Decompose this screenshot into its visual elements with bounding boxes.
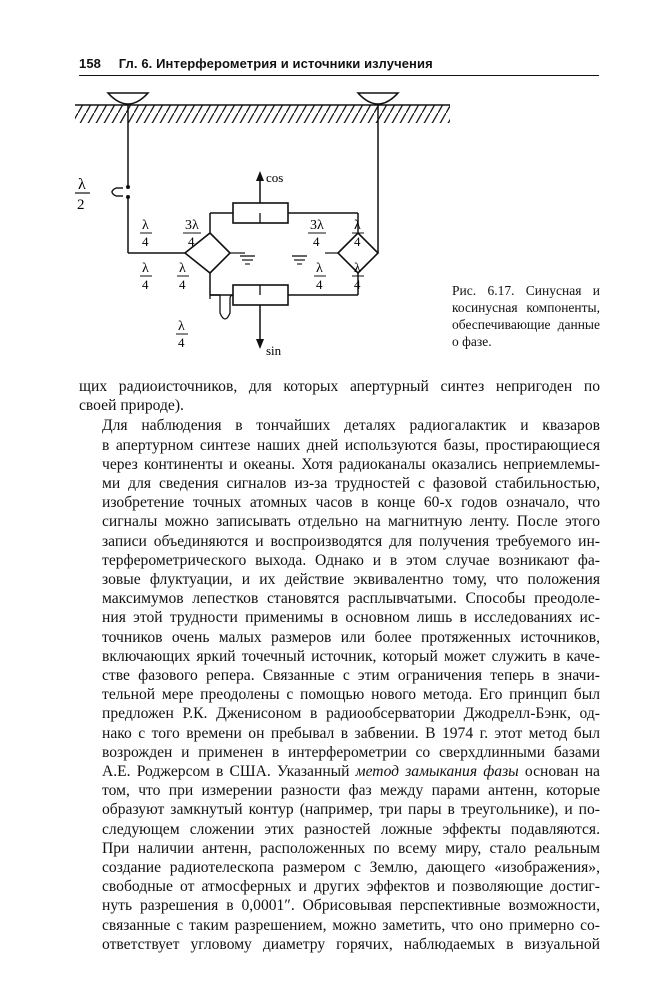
cos-label: cos	[266, 170, 284, 185]
svg-text:λ: λ	[354, 218, 361, 233]
svg-text:λ: λ	[142, 261, 149, 276]
text-line: свободные от атмосферных и других эффектов и позволяющие достиг-	[102, 878, 600, 896]
svg-text:4: 4	[354, 234, 361, 249]
text-line: своей природе).	[79, 397, 184, 415]
text-line: зовые флуктуации, и их действие эквивалентно тому, что положения	[102, 571, 600, 589]
label-lambda-4-c	[177, 261, 189, 292]
svg-text:4: 4	[188, 234, 195, 249]
svg-text:λ: λ	[354, 261, 361, 276]
text-line: терферометрического выхода. Однако и в этом случае возникают фа-	[102, 551, 600, 569]
running-header	[79, 56, 599, 71]
continuation-paragraph	[79, 377, 600, 415]
svg-text:λ: λ	[316, 261, 323, 276]
cos-output-arrow-icon	[256, 171, 264, 181]
svg-text:λ: λ	[142, 218, 149, 233]
caption-number: Рис. 6.17.	[452, 283, 515, 298]
text-line: тельной мере преодолены с помощью нового метода. Его принцип был	[102, 686, 600, 704]
caption-text: Синусная и косинусная компоненты, обеспечивающие данные о фазе.	[452, 283, 600, 349]
text-line: щих радиоисточников, для которых апертурный синтез непригоден по	[79, 378, 600, 395]
svg-text:3λ: 3λ	[310, 218, 324, 233]
lambda-half-numerator: λ	[78, 176, 86, 193]
label-lambda-4-a	[140, 218, 152, 249]
text-line-start: А.Е. Роджерсом в США. Указанный	[102, 763, 356, 781]
sin-label: sin	[266, 343, 282, 358]
text-line-end: основан на	[518, 763, 600, 781]
label-lambda-4-d	[352, 218, 364, 249]
left-antenna-icon	[108, 93, 148, 104]
text-line: нако с того времени он пребывал в забвении. В 1974 г. этот метод был	[102, 724, 600, 742]
svg-text:4: 4	[142, 277, 149, 292]
label-3lambda-4-left	[183, 218, 201, 249]
text-line: включающих яркий точечный источник, который может служить в каче-	[102, 647, 600, 665]
svg-text:4: 4	[142, 234, 149, 249]
right-antenna-icon	[358, 93, 398, 104]
ground-hatching	[75, 105, 450, 123]
svg-text:3λ: 3λ	[185, 218, 199, 233]
label-lambda-4-b	[140, 261, 152, 292]
svg-text:λ: λ	[179, 261, 186, 276]
text-line: стве фазового репера. Связанные с этим ограничения теперь в значи-	[102, 667, 600, 685]
text-line: предложен Р.К. Дженисоном в радиообсерватории Джодрелл-Бэнк, од-	[102, 705, 600, 723]
text-line: связанные с таким разрешением, можно заметить, что оно примерно со-	[102, 916, 600, 934]
text-line: сигналы можно записывать отдельно на магнитную ленту. После этого	[102, 513, 600, 531]
text-line: максимумов лепестков становятся расплывчатыми. Способы преодоле-	[102, 590, 600, 608]
text-line: через континенты и океаны. Хотя радиоканалы оказались неприемлемы-	[102, 455, 600, 473]
svg-text:4: 4	[178, 335, 185, 350]
lambda-half-denominator: 2	[77, 197, 85, 213]
svg-text:4: 4	[316, 277, 323, 292]
figure-6-17	[70, 85, 450, 370]
text-line: в апертурном синтезе наших дней используются базы, простирающиеся	[102, 436, 600, 454]
text-line: создание радиотелескопа размером с Землю, дающего «изображения»,	[102, 859, 600, 877]
emphasis-phase-closure: метод замыкания фазы	[355, 763, 519, 781]
body-text	[79, 377, 600, 954]
label-lambda-4-f	[352, 261, 364, 292]
text-line: ния этой трудности применимы в основном лишь в исследованиях ис-	[102, 609, 600, 627]
sin-output-arrow-icon	[256, 339, 264, 349]
text-line: записи объединяются и воспроизводятся для получения требуемого ин-	[102, 532, 600, 550]
text-line: При наличии антенн, расположенных по всему миру, стало реальным	[102, 839, 600, 857]
text-line: возрожден и применен в интерферометрии со сверхдлинными базами	[102, 743, 600, 761]
text-line: Для наблюдения в тончайших деталях радиогалактик и квазаров	[102, 417, 600, 435]
svg-text:4: 4	[354, 277, 361, 292]
page-number: 158	[79, 56, 101, 71]
figure-caption	[452, 282, 600, 350]
text-line-with-emphasis	[79, 762, 600, 781]
phase-circuit-diagram	[70, 85, 450, 370]
svg-text:4: 4	[179, 277, 186, 292]
label-lambda-4-e	[314, 261, 326, 292]
main-paragraph	[79, 416, 600, 954]
svg-text:λ: λ	[178, 319, 185, 334]
text-line: том, что при измерении разности фаз между парами антенн, которые	[102, 782, 600, 800]
text-line: ответствует угловому диаметру горячих, наблюдаемых в визуальной	[102, 935, 600, 953]
running-title: Гл. 6. Интерферометрия и источники излучения	[118, 56, 433, 71]
header-rule	[79, 75, 599, 76]
text-line: ми для сведения сигналов из-за трудностей с фазовой стабильностью,	[102, 475, 600, 493]
svg-text:4: 4	[313, 234, 320, 249]
text-line: нуть разрешения в 0,0001″. Обрисовывая перспективные возможности,	[102, 897, 600, 915]
text-line: образуют замкнутый контур (например, три пары в треугольнике), и по-	[102, 801, 600, 819]
label-lambda-4-delay	[176, 319, 188, 350]
text-line: изобретение точных атомных часов в конце 60-х годов означало, что	[102, 494, 600, 512]
label-3lambda-4-right	[308, 218, 326, 249]
text-line: точников очень малых размеров или более протяженных источников,	[102, 628, 600, 646]
switch-symbol-icon	[112, 188, 116, 196]
delay-loop	[210, 295, 233, 319]
text-line: следующем сложении этих разностей ложные эффекты подавляются.	[102, 820, 600, 838]
